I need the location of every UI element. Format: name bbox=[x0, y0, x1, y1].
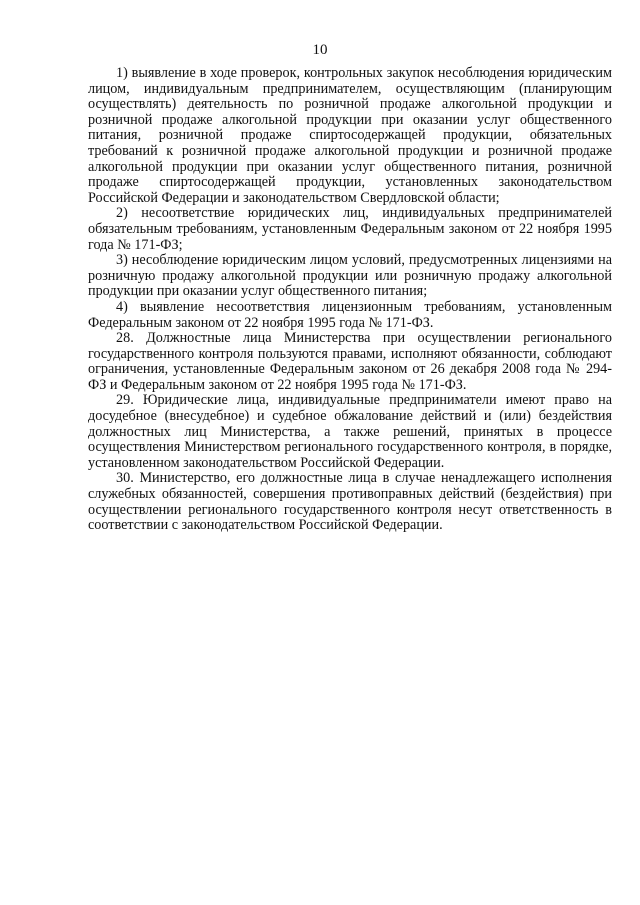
paragraph-item-4: 4) выявление несоответствия лицензионным требованиям, установленным Федеральным законом от 22 ноября 1995 года № 171-ФЗ. bbox=[88, 298, 612, 331]
paragraph-29: 29. Юридические лица, индивидуальные предприниматели имеют право на досудебное (внесудебное) и судебное обжалование действий и (или) бездействия должностных лиц Министерства, а также решений, принятых в процессе осуществления Министерством регионального государственного контроля, в порядке, установленном законодательством Российской Федерации. bbox=[88, 392, 612, 471]
paragraph-item-3: 3) несоблюдение юридическим лицом условий, предусмотренных лицензиями на розничную продажу алкогольной продукции или розничную продажу алкогольной продукции при оказании услуг общественного питания; bbox=[88, 252, 612, 300]
paragraph-28: 28. Должностные лица Министерства при осуществлении регионального государственного контроля пользуются правами, исполняют обязанности, соблюдают ограничения, установленные Федеральным законом от 26 декабря 2008 года № 294-ФЗ и Федеральным законом от 22 ноября 1995 года № 171-ФЗ. bbox=[88, 330, 612, 393]
page-number: 10 bbox=[312, 42, 328, 58]
paragraph-item-2: 2) несоответствие юридических лиц, индивидуальных предпринимателей обязательным требованиям, установленным Федеральным законом от 22 ноября 1995 года № 171-ФЗ; bbox=[88, 205, 612, 253]
paragraph-30: 30. Министерство, его должностные лица в случае ненадлежащего исполнения служебных обязанностей, совершения противоправных действий (бездействия) при осуществлении регионального государственного контроля несут ответственность в соответствии с законодательством Российской Федерации. bbox=[88, 470, 612, 534]
paragraph-item-1: 1) выявление в ходе проверок, контрольных закупок несоблюдения юридическим лицом, индивидуальным предпринимателем, осуществляющим (планирующим осуществлять) деятельность по розничной продаже алкогольной продукции и розничной продаже алкогольной продукции при оказании услуг общественного питания, розничной продаже спиртосодержащей продукции, обязательных требований к розничной продаже алкогольной продукции и розничной продаже алкогольной продукции при оказании услуг общественного питания, розничной продаже спиртосодержащей продукции, установленных законодательством Российской Федерации и законодательством Свердловской области; bbox=[88, 65, 612, 206]
document-body bbox=[88, 66, 612, 534]
